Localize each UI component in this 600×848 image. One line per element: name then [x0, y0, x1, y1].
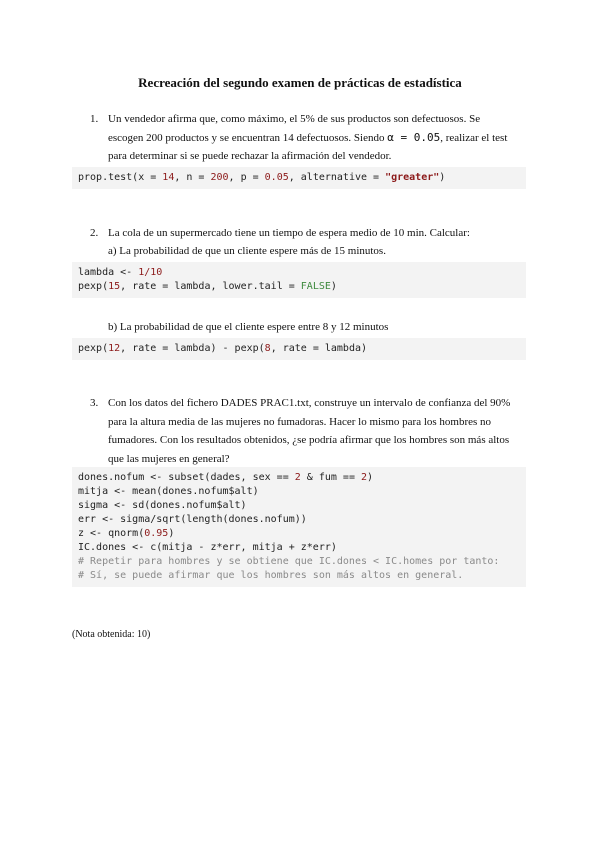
code-block-q3 — [72, 467, 526, 587]
code-line: mitja <- mean(dones.nofum$alt) — [78, 486, 259, 497]
question-2-line-1: La cola de un supermercado tiene un tiempo de espera medio de 10 min. Calcular: — [108, 227, 470, 239]
grade-note: (Nota obtenida: 10) — [72, 629, 151, 640]
code-comment: # Sí, se puede afirmar que los hombres son más altos en general. — [78, 570, 464, 581]
question-1-line-3: para determinar si se puede rechazar la afirmación del vendedor. — [108, 150, 392, 162]
question-2b: b) La probabilidad de que el cliente espere entre 8 y 12 minutos — [108, 321, 389, 333]
question-3-line-1: Con los datos del fichero DADES PRAC1.txt, construye un intervalo de confianza del 90% — [108, 397, 511, 409]
question-1-line-1: Un vendedor afirma que, como máximo, el 5% de sus productos son defectuosos. Se — [108, 113, 481, 125]
code-line: dones.nofum <- subset(dades, sex == 2 & fum == 2) — [78, 472, 374, 483]
code-line: pexp(15, rate = lambda, lower.tail = FALSE) — [78, 281, 337, 292]
code-line: pexp(12, rate = lambda) - pexp(8, rate = lambda) — [78, 343, 368, 354]
question-3-line-2: para la altura media de las mujeres no fumadoras. Hacer lo mismo para los hombres no — [108, 415, 492, 428]
question-3-line-4: que las mujeres en general? — [108, 452, 230, 465]
question-3-line-3: fumadores. Con los resultados obtenidos, ¿se podría afirmar que los hombres son más altos — [108, 434, 510, 446]
code-line: IC.dones <- c(mitja - z*err, mitja + z*err) — [78, 542, 337, 553]
question-1-line-2a: escogen 200 productos y se encuentran 14 defectuosos. Siendo — [108, 131, 388, 144]
code-line: prop.test(x = 14, n = 200, p = 0.05, alternative = "greater") — [78, 172, 446, 183]
code-comment: # Repetir para hombres y se obtiene que IC.dones < IC.homes por tanto: — [78, 556, 500, 567]
code-block-q2a — [72, 262, 526, 298]
question-2a: a) La probabilidad de que un cliente espere más de 15 minutos. — [108, 245, 386, 257]
question-1 — [90, 110, 530, 166]
code-line: err <- sigma/sqrt(length(dones.nofum)) — [78, 514, 307, 525]
question-number: 2. — [90, 227, 99, 239]
alpha-value: α = 0.05 — [387, 130, 441, 144]
code-line: z <- qnorm(0.95) — [78, 528, 175, 539]
question-3 — [90, 394, 530, 468]
page-title: Recreación del segundo examen de prácticas de estadística — [138, 75, 462, 90]
question-number: 1. — [90, 113, 99, 125]
code-block-q1 — [72, 167, 526, 189]
code-block-q2b — [72, 338, 526, 360]
code-line: lambda <- 1/10 — [78, 267, 163, 278]
question-number: 3. — [90, 397, 99, 409]
question-1-line-2b: , realizar el test — [440, 131, 508, 144]
question-2 — [90, 224, 530, 243]
code-line: sigma <- sd(dones.nofum$alt) — [78, 500, 247, 511]
